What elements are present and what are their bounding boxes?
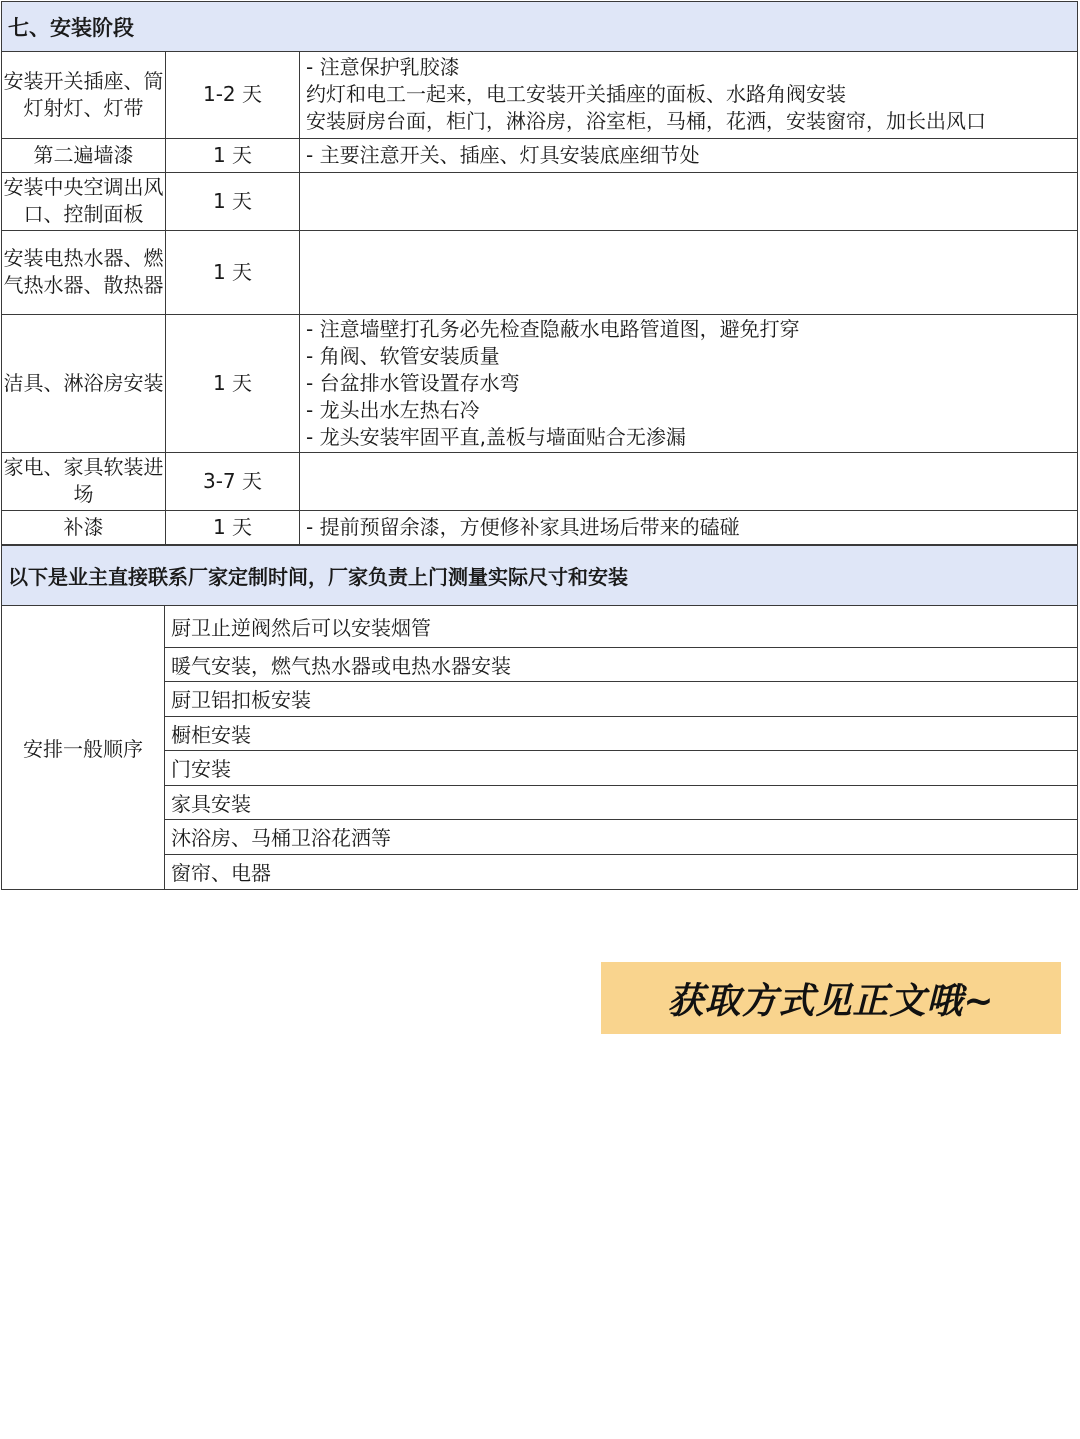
cta-banner: 获取方式见正文哦~ [601, 962, 1061, 1034]
stage-duration: 1 天 [166, 510, 300, 544]
custom-order-block [2, 605, 1077, 890]
custom-order-item: 门安装 [165, 751, 1077, 786]
stage-notes [300, 138, 1078, 172]
stage-notes [300, 510, 1078, 544]
stage-notes [300, 314, 1078, 452]
custom-order-list [165, 606, 1077, 890]
stage-note-line: - 主要注意开关、插座、灯具安装底座细节处 [306, 142, 700, 167]
stage-notes [300, 230, 1078, 314]
stage-duration: 1 天 [166, 230, 300, 314]
stage-item-name: 安装电热水器、燃气热水器、散热器 [2, 230, 166, 314]
stage-item-name: 补漆 [2, 510, 166, 544]
stage-item-name: 家电、家具软装进场 [2, 452, 166, 510]
custom-order-header: 以下是业主直接联系厂家定制时间，厂家负责上门测量实际尺寸和安装 [2, 545, 1077, 605]
custom-order-item: 厨卫止逆阀然后可以安装烟管 [165, 606, 1077, 648]
custom-order-item: 沐浴房、马桶卫浴花洒等 [165, 820, 1077, 855]
stage-note-line: 安装厨房台面，柜门，淋浴房，浴室柜，马桶，花洒，安装窗帘，加长出风口 [306, 109, 986, 134]
stage-duration: 1 天 [166, 314, 300, 452]
install-stage-table [2, 52, 1077, 545]
stage-row [2, 138, 1077, 172]
stage-duration: 3-7 天 [166, 452, 300, 510]
stage-note-line: - 龙头安装牢固平直,盖板与墙面贴合无渗漏 [306, 424, 686, 449]
stage-row [2, 314, 1077, 452]
stage-item-name: 第二遍墙漆 [2, 138, 166, 172]
stage-notes [300, 172, 1078, 230]
stage-note-line: - 注意保护乳胶漆 [306, 55, 460, 80]
stage-notes [300, 452, 1078, 510]
custom-order-item: 暖气安装，燃气热水器或电热水器安装 [165, 648, 1077, 683]
custom-order-item: 窗帘、电器 [171, 861, 271, 886]
stage-item-name: 安装开关插座、筒灯射灯、灯带 [2, 52, 166, 138]
stage-note-line: - 龙头出水左热右冷 [306, 397, 480, 422]
stage-row [2, 230, 1077, 314]
stage-row [2, 452, 1077, 510]
stage-duration: 1-2 天 [166, 52, 300, 138]
stage-note-line: 约灯和电工一起来，电工安装开关插座的面板、水路角阀安装 [306, 82, 846, 107]
stage-row [2, 172, 1077, 230]
stage-note-line: - 提前预留余漆，方便修补家具进场后带来的磕碰 [306, 514, 740, 539]
custom-order-item: 家具安装 [165, 786, 1077, 821]
custom-order-label: 安排一般顺序 [2, 606, 165, 890]
section-title: 七、安装阶段 [2, 2, 1077, 52]
custom-order-item: 橱柜安装 [165, 717, 1077, 752]
stage-note-line: - 注意墙壁打孔务必先检查隐蔽水电路管道图，避免打穿 [306, 316, 800, 341]
stage-duration: 1 天 [166, 138, 300, 172]
stage-item-name: 安装中央空调出风口、控制面板 [2, 172, 166, 230]
custom-order-item: 厨卫铝扣板安装 [165, 682, 1077, 717]
stage-item-name: 洁具、淋浴房安装 [2, 314, 166, 452]
stage-note-line: - 台盆排水管设置存水弯 [306, 370, 520, 395]
stage-row [2, 510, 1077, 544]
stage-note-line: - 角阀、软管安装质量 [306, 343, 500, 368]
stage-notes [300, 52, 1078, 138]
install-stage-sheet [1, 1, 1078, 890]
stage-duration: 1 天 [166, 172, 300, 230]
stage-row [2, 52, 1077, 138]
